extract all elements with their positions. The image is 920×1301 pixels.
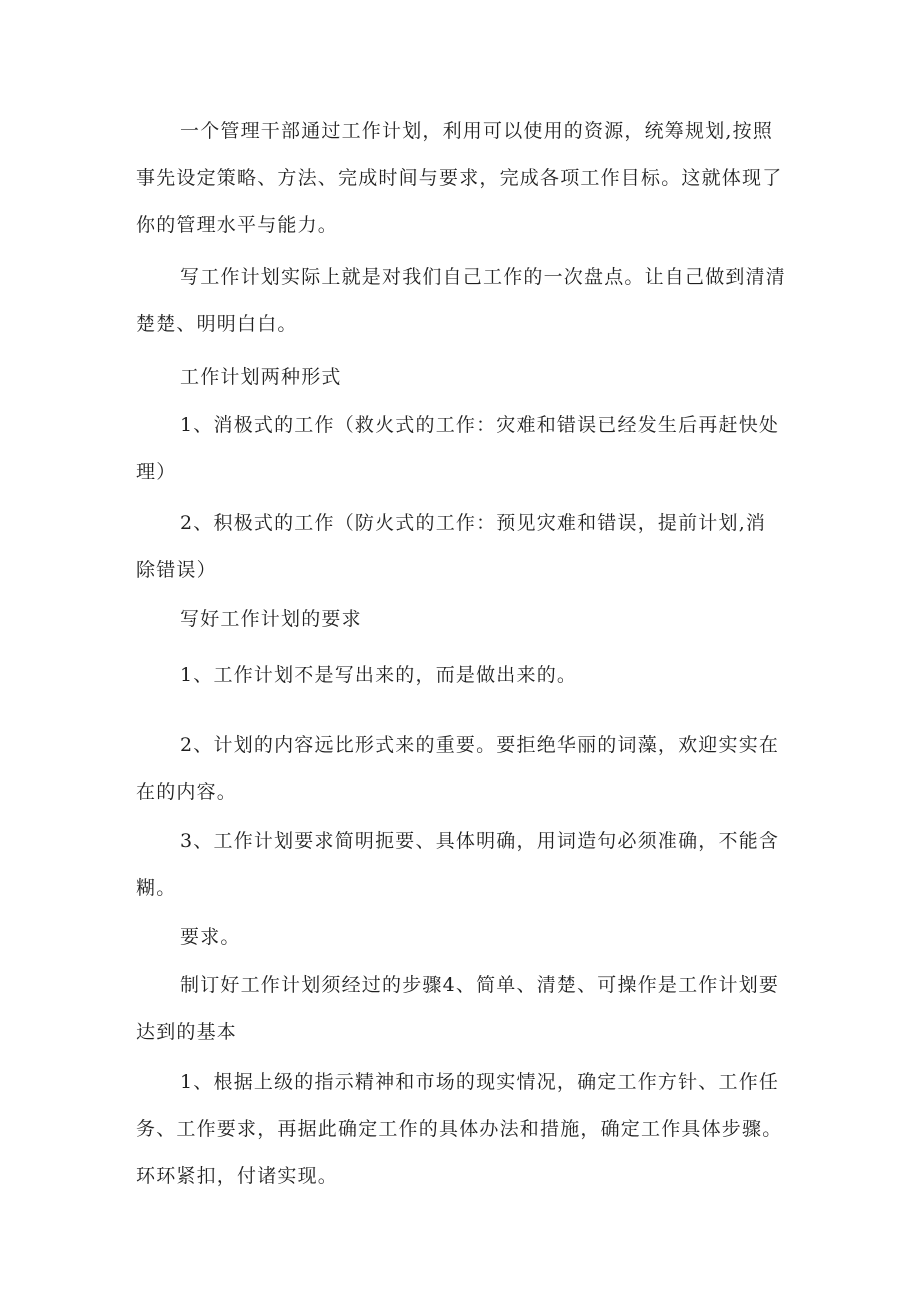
paragraph-requirement-2: 2、计划的内容远比形式来的重要。要拒绝华丽的词藻，欢迎实实在在的内容。 xyxy=(136,734,780,803)
paragraph-plan-inventory: 写工作计划实际上就是对我们自己工作的一次盘点。让自己做到清清楚楚、明明白白。 xyxy=(136,266,787,335)
paragraph-requirement-tail: 要求。 xyxy=(180,926,241,948)
paragraph-active-work: 2、积极式的工作（防火式的工作：预见灾难和错误，提前计划,消除错误） xyxy=(136,512,767,581)
paragraph-step-1: 1、根据上级的指示精神和市场的现实情况，确定工作方针、工作任务、工作要求，再据此确定工作的具体办法和措施，确定工作具体步骤。环环紧扣，付诸实现。 xyxy=(136,1071,783,1187)
paragraph-passive-work: 1、消极式的工作（救火式的工作：灾难和错误已经发生后再赶快处理） xyxy=(136,414,780,483)
heading-requirements: 写好工作计划的要求 xyxy=(180,608,362,630)
paragraph-requirement-1: 1、工作计划不是写出来的，而是做出来的。 xyxy=(180,664,578,686)
paragraph-management-intro: 一个管理干部通过工作计划，利用可以使用的资源，统筹规划,按照事先设定策略、方法、完成时间与要求，完成各项工作目标。这就体现了你的管理水平与能力。 xyxy=(136,120,783,236)
paragraph-requirement-3: 3、工作计划要求简明扼要、具体明确，用词造句必须准确，不能含糊。 xyxy=(136,830,780,899)
paragraph-steps: 制订好工作计划须经过的步骤4、简单、清楚、可操作是工作计划要达到的基本 xyxy=(136,974,780,1043)
heading-two-forms: 工作计划两种形式 xyxy=(180,366,342,388)
